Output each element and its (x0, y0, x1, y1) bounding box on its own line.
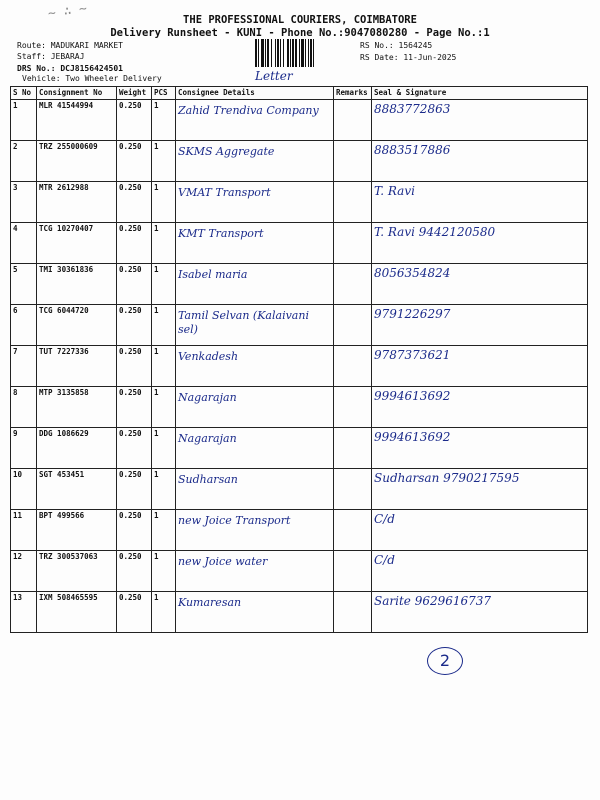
cell-signature: Sarite 9629616737 (372, 592, 588, 633)
cell-sno: 11 (11, 510, 37, 551)
cell-pcs: 1 (152, 100, 176, 141)
page-mark-circle: 2 (427, 647, 463, 675)
cell-signature: Sudharsan 9790217595 (372, 469, 588, 510)
company-title: THE PROFESSIONAL COURIERS, COIMBATORE (183, 14, 417, 26)
cell-consignee: VMAT Transport (176, 182, 334, 223)
cell-consignee: Venkadesh (176, 346, 334, 387)
cell-weight: 0.250 (117, 182, 152, 223)
cell-pcs: 1 (152, 428, 176, 469)
table-row (11, 223, 588, 264)
cell-consignment: MTR 2612988 (37, 182, 117, 223)
table-row (11, 100, 588, 141)
cell-signature: 8056354824 (372, 264, 588, 305)
cell-consignee: Nagarajan (176, 387, 334, 428)
cell-pcs: 1 (152, 141, 176, 182)
table-row (11, 469, 588, 510)
cell-consignment: TCG 6044720 (37, 305, 117, 346)
cell-weight: 0.250 (117, 305, 152, 346)
cell-signature: 8883772863 (372, 100, 588, 141)
cell-sno: 13 (11, 592, 37, 633)
cell-signature: T. Ravi 9442120580 (372, 223, 588, 264)
runsheet-subtitle: Delivery Runsheet - KUNI - Phone No.:9047080280 - Page No.:1 (110, 27, 490, 39)
cell-pcs: 1 (152, 305, 176, 346)
table-row (11, 305, 588, 346)
table-row (11, 264, 588, 305)
cell-sno: 3 (11, 182, 37, 223)
rs-number: RS No.: 1564245 (360, 41, 433, 50)
cell-consignee: Nagarajan (176, 428, 334, 469)
cell-pcs: 1 (152, 223, 176, 264)
cell-pcs: 1 (152, 182, 176, 223)
drs-number: DRS No.: DCJ8156424501 (17, 64, 123, 73)
cell-remarks (334, 100, 372, 141)
cell-consignment: TRZ 300537063 (37, 551, 117, 592)
cell-consignee: Zahid Trendiva Company (176, 100, 334, 141)
rs-date: RS Date: 11-Jun-2025 (360, 53, 457, 62)
cell-consignment: TUT 7227336 (37, 346, 117, 387)
col-header-weight: Weight (117, 87, 152, 100)
cell-consignee: new Joice Transport (176, 510, 334, 551)
col-header-consignment: Consignment No (37, 87, 117, 100)
cell-consignee: new Joice water (176, 551, 334, 592)
cell-remarks (334, 346, 372, 387)
cell-consignment: TCG 10270407 (37, 223, 117, 264)
cell-consignment: IXM 508465595 (37, 592, 117, 633)
cell-sno: 8 (11, 387, 37, 428)
corner-scribble: ~ ∴ ~ (47, 1, 88, 22)
runsheet-table (10, 86, 588, 633)
table-row (11, 387, 588, 428)
cell-signature: 8883517886 (372, 141, 588, 182)
cell-signature: C/d (372, 510, 588, 551)
cell-remarks (334, 592, 372, 633)
cell-pcs: 1 (152, 551, 176, 592)
cell-remarks (334, 551, 372, 592)
cell-remarks (334, 305, 372, 346)
col-header-pcs: PCS (152, 87, 176, 100)
cell-signature: 9994613692 (372, 387, 588, 428)
cell-weight: 0.250 (117, 592, 152, 633)
col-header-consignee: Consignee Details (176, 87, 334, 100)
cell-sno: 9 (11, 428, 37, 469)
table-row (11, 141, 588, 182)
barcode-image (255, 39, 353, 67)
cell-pcs: 1 (152, 264, 176, 305)
col-header-sno: S No (11, 87, 37, 100)
cell-signature: C/d (372, 551, 588, 592)
cell-sno: 12 (11, 551, 37, 592)
cell-sno: 1 (11, 100, 37, 141)
cell-remarks (334, 182, 372, 223)
cell-consignment: MTP 3135858 (37, 387, 117, 428)
cell-pcs: 1 (152, 510, 176, 551)
cell-pcs: 1 (152, 387, 176, 428)
cell-remarks (334, 387, 372, 428)
cell-weight: 0.250 (117, 264, 152, 305)
cell-pcs: 1 (152, 592, 176, 633)
table-row (11, 510, 588, 551)
cell-sno: 4 (11, 223, 37, 264)
table-row (11, 592, 588, 633)
cell-signature: 9994613692 (372, 428, 588, 469)
cell-remarks (334, 264, 372, 305)
cell-pcs: 1 (152, 469, 176, 510)
cell-sno: 2 (11, 141, 37, 182)
cell-sno: 7 (11, 346, 37, 387)
cell-weight: 0.250 (117, 469, 152, 510)
table-header-row (11, 87, 588, 100)
cell-remarks (334, 141, 372, 182)
cell-weight: 0.250 (117, 428, 152, 469)
cell-remarks (334, 428, 372, 469)
table-row (11, 346, 588, 387)
cell-remarks (334, 469, 372, 510)
cell-weight: 0.250 (117, 346, 152, 387)
table-row (11, 182, 588, 223)
col-header-remarks: Remarks (334, 87, 372, 100)
cell-pcs: 1 (152, 346, 176, 387)
cell-weight: 0.250 (117, 387, 152, 428)
cell-consignment: TMI 30361836 (37, 264, 117, 305)
cell-weight: 0.250 (117, 510, 152, 551)
cell-signature: 9791226297 (372, 305, 588, 346)
handwritten-letter-note: Letter (255, 69, 293, 83)
route-field: Route: MADUKARI MARKET (17, 41, 123, 50)
cell-consignee: Tamil Selvan (Kalaivani sel) (176, 305, 334, 346)
cell-consignee: Kumaresan (176, 592, 334, 633)
col-header-signature: Seal & Signature (372, 87, 588, 100)
cell-consignment: DDG 1086629 (37, 428, 117, 469)
cell-weight: 0.250 (117, 141, 152, 182)
cell-signature: T. Ravi (372, 182, 588, 223)
cell-consignee: Sudharsan (176, 469, 334, 510)
cell-sno: 6 (11, 305, 37, 346)
table-row (11, 428, 588, 469)
vehicle-field: Vehicle: Two Wheeler Delivery (22, 74, 162, 83)
cell-consignee: SKMS Aggregate (176, 141, 334, 182)
cell-sno: 10 (11, 469, 37, 510)
cell-signature: 9787373621 (372, 346, 588, 387)
cell-sno: 5 (11, 264, 37, 305)
cell-remarks (334, 223, 372, 264)
cell-consignment: SGT 453451 (37, 469, 117, 510)
cell-remarks (334, 510, 372, 551)
cell-consignment: MLR 41544994 (37, 100, 117, 141)
cell-weight: 0.250 (117, 100, 152, 141)
cell-consignment: BPT 499566 (37, 510, 117, 551)
table-row (11, 551, 588, 592)
cell-consignee: Isabel maria (176, 264, 334, 305)
staff-field: Staff: JEBARAJ (17, 52, 85, 61)
cell-weight: 0.250 (117, 223, 152, 264)
cell-weight: 0.250 (117, 551, 152, 592)
cell-consignment: TRZ 255000609 (37, 141, 117, 182)
cell-consignee: KMT Transport (176, 223, 334, 264)
